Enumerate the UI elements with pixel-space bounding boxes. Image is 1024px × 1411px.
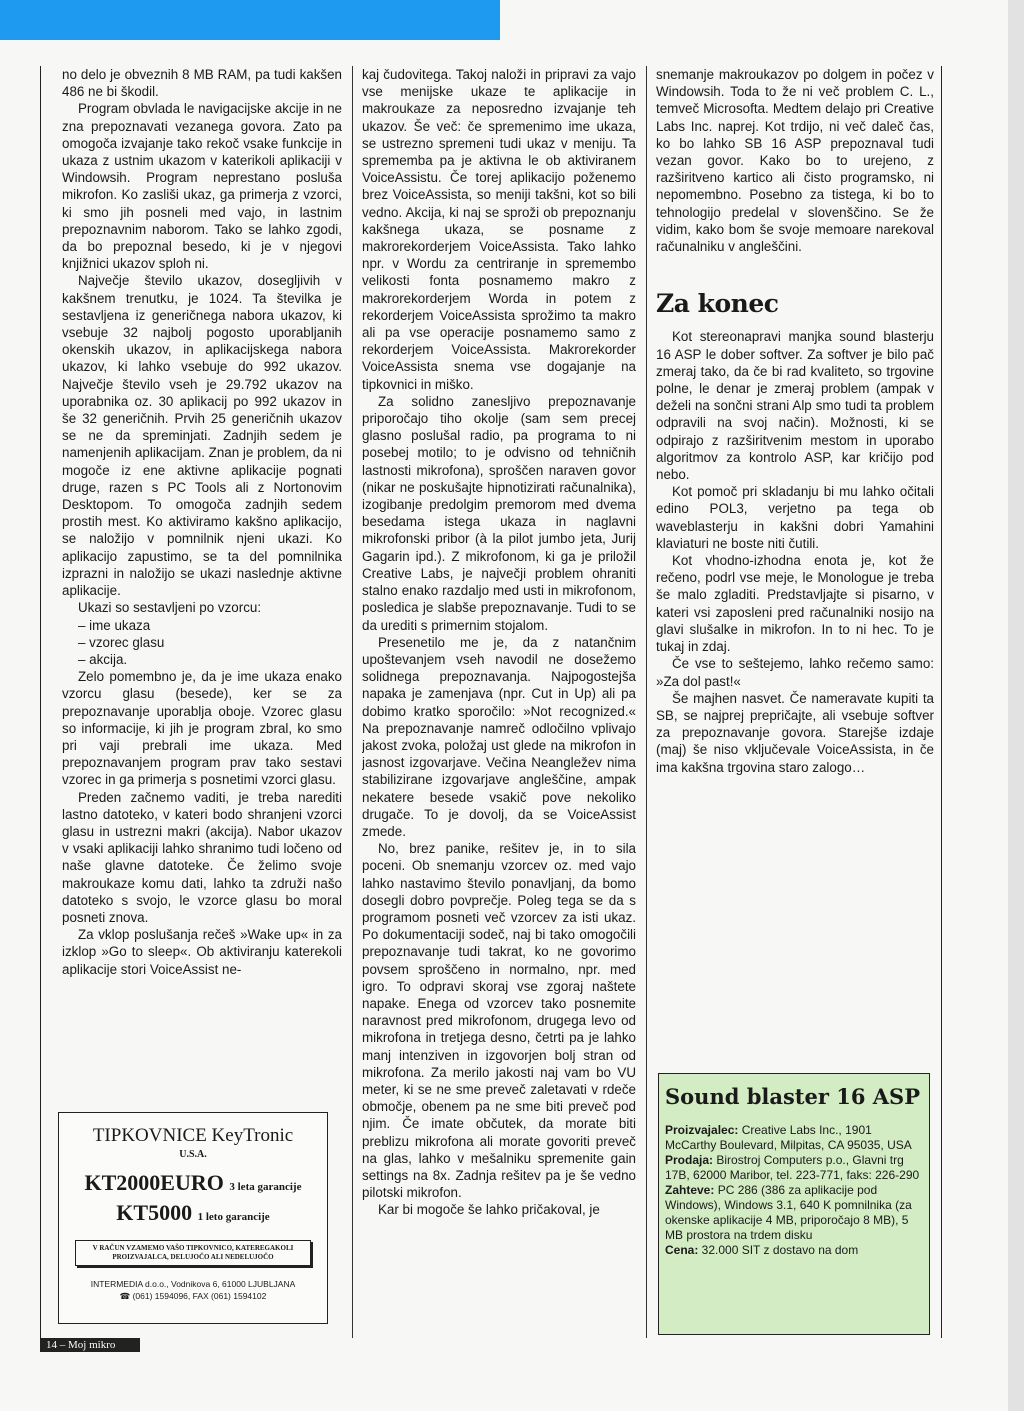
- paragraph: Ukazi so sestavljeni po vzorcu:: [78, 600, 262, 616]
- info-value: Birostroj Computers p.o., Glavni trg 17B, 62000 Maribor, tel. 223-771, faks: 226-290: [665, 1153, 920, 1182]
- paragraph: Kot pomoč pri skladanju bi mu lahko očitali edino POL3, verjetno pa tega ob waveblasterju in kakšni dobri Yamahini klaviaturi ne boste niti čutili.: [656, 484, 934, 551]
- paragraph: Če vse to seštejemo, lahko rečemo samo: »Za dol past!«: [656, 656, 934, 689]
- info-box-title: Sound blaster 16 ASP: [665, 1084, 921, 1109]
- ad-model-1: KT2000EURO: [84, 1170, 224, 1195]
- paragraph: Za vklop poslušanja rečeš »Wake up« in za izklop »Go to sleep«. Ob aktiviranju katerekoli aplikacije stori VoiceAssist ne-: [62, 927, 342, 977]
- info-label: Prodaja:: [665, 1153, 714, 1167]
- ad-contact: [59, 1278, 327, 1302]
- paragraph: Preden začnemo vaditi, je treba narediti lastno datoteko, v kateri bodo shranjeni vzorci glasu in ustrezni makri (akcija). Nabor ukazov v vsaki aplikaciji lahko shranimo tudi ločeno od naše glavne datoteke. Če želimo svoje makroukaze komu dati, lahko ta združi našo datoteko s svojo, le vzorce glasu bo moral posneti znova.: [62, 789, 342, 925]
- ad-model-2: KT5000: [116, 1200, 193, 1225]
- ad-country: U.S.A.: [179, 1149, 207, 1160]
- article-column-2: [362, 66, 636, 1336]
- paragraph: – akcija.: [78, 651, 128, 667]
- ad-warranty-1: 3 leta garancije: [229, 1181, 302, 1193]
- column-divider-1: [352, 66, 353, 1338]
- paragraph: Kar bi mogoče še lahko pričakoval, je: [378, 1202, 600, 1218]
- article-column-1: [62, 66, 342, 1106]
- info-label: Cena:: [665, 1243, 699, 1257]
- paragraph: kaj čudovitega. Takoj naloži in pripravi za vajo vse menijske ukaze te aplikacije in makroukaze za neposredno izvajanje teh ukazov. Še več: če spremenimo ime ukaza, se ustrezno spremeni tudi ukaz v meniju. Ta sprememba pa je aktivna le ob aktiviranem VoiceAssistu. Če torej aplikacijo poženemo brez VoiceAssista, so meniji takšni, kot so bili vedno. Akcija, ki naj se sproži ob prepoznanju kakšnega ukaza, se posname z makrorekorderjem VoiceAssista. Tako lahko npr. v Wordu za centriranje in spremembo velikosti fonta posnamemo makro z makrorekorderjem Worda in potem z rekorderjem VoiceAssista sprožimo ta makro ali pa vse operacije posnamemo samo z rekorderjem VoiceAssista. Makrorekorder VoiceAssista snema vse dogajanje na tipkovnici in miško.: [362, 67, 636, 392]
- info-value: Creative Labs Inc., 1901 McCarthy Boulevard, Milpitas, CA 95035, USA: [665, 1123, 912, 1152]
- info-value: 32.000 SIT z dostavo na dom: [698, 1243, 859, 1257]
- info-row: [665, 1123, 923, 1153]
- ad-tradein-box: V RAČUN VZAMEMO VAŠO TIPKOVNICO, KATEREGAKOLI PROIZVAJALCA, DELUJOČO ALI NEDELUJOČO: [75, 1240, 311, 1266]
- paragraph: – vzorec glasu: [78, 634, 165, 650]
- info-row: [665, 1153, 923, 1183]
- page-footer: 14 – Moj mikro: [40, 1338, 140, 1352]
- paragraph: Program obvlada le navigacijske akcije in ne zna prepoznavati vezanega govora. Zato pa omogoča izvajanje tako rekoč vsake funkcije in ukaza z ustnim ukazom v katerikoli aplikaciji v Windowsih. Program neprestano posluša mikrofon. Ko zasliši ukaz, ga primerja z vzorci, ki smo jih posneli med vajo, in lastnim prepoznavnim naborom. Tako se lahko zgodi, da bo prepoznal besedo, ki je v njegovi knjižnici ukazov sploh ni.: [62, 101, 342, 272]
- info-box-rows: [665, 1123, 923, 1258]
- paragraph: Kot vhodno-izhodna enota je, kot že rečeno, podrl vse meje, le Monologue je treba še malo zgladiti. Predstavljajte si pisarno, v kateri vsi zaposleni pred računalniki nosijo na glavi slušalke in mikrofon. In to ni hec. To je tukaj in zdaj.: [656, 553, 934, 655]
- info-label: Zahteve:: [665, 1183, 715, 1197]
- ad-address: INTERMEDIA d.o.o., Vodnikova 6, 61000 LJUBLJANA: [90, 1279, 296, 1289]
- section-heading: Za konec: [656, 289, 779, 319]
- paragraph: No, brez panike, rešitev je, in to sila poceni. Ob snemanju vzorcev oz. med vajo lahko nastavimo število ponavljanj, da bomo dosegli dobro povprečje. Poleg tega se da s programom posneti več vzorcev za isti ukaz. Po dokumentaciji sodeč, naj bi tako omogočili prepoznavanje tudi takrat, ko ne govorimo povsem sproščeno in normalno, npr. med igro. To odpravi skoraj vse zgoraj naštete napake. Enega od vzorcev tako posnemite naravnost pred mikrofonom, drugega levo od mikrofona in tretjega desno, četrti pa je lahko manj intenziven in izgovorjen bolj stran od mikrofona. Za merilo jakosti naj vam bo VU meter, ki se ne sme preveč zaletavati v rdeče območje, obenem pa ne sme biti preveč pod njim. Če imate občutek, da morate biti preblizu mikrofona ali morate govoriti preveč na glas, lahko v mešalniku spremenite gain settings na 8x. Zadnja rešitev pa je še vedno pilotski mikrofon.: [362, 841, 636, 1201]
- info-row: [665, 1243, 923, 1258]
- paragraph: – ime ukaza: [78, 617, 151, 633]
- paragraph: Zelo pomembno je, da je ime ukaza enako vzorcu glasu (besede), ker se za prepoznavanje uporablja oboje. Vzorec glasu so informacije, ki jih je program zbral, ko smo pri vaji prebrali ime ukaza. Med prepoznavanjem program prav tako sestavi vzorec in ga primerja s posnetimi vzorci glasu.: [62, 669, 342, 788]
- column-divider-2: [646, 66, 647, 1338]
- paragraph: Največje število ukazov, dosegljivih v kakšnem trenutku, je 1024. Ta številka je sestavljena iz generičnega nabora ukazov, ki vsebuje 32 najbolj pogosto uporabljanih okenskih ukazov, in aplikacijskega nabora ukazov, ki lahko vsebuje do 992 ukazov. Največje število vseh je 29.792 ukazov na uporabnika oz. 30 aplikacij po 992 ukazov in še 32 generičnih. Prvih 25 generičnih ukazov se ne da spreminjati. Zadnjih sedem je namenjenih aplikacijam. Znan je problem, da ni mogoče iz ene aktivne aplikacije pognati druge, razen s PC Tools ali z Nortonovim Desktopom. To omogoča zadnjih sedem prostih mest. Ko aktiviramo kakšno aplikacijo, se naložijo v pomnilnik njeni ukazi. Ko aplikacijo zapustimo, se ta del pomnilnika izprazni in naložijo se ukazi naslednje aktivne aplikacije.: [62, 273, 342, 599]
- ad-models: [59, 1170, 327, 1230]
- column-3-intro: [656, 66, 934, 255]
- article-column-3: [656, 66, 934, 776]
- paragraph: snemanje makroukazov po dolgem in počez v Windowsih. Toda to že ni več problem C. L., temveč Microsofta. Medtem delajo pri Creative Labs Inc. naprej. Kot trdijo, ni več daleč čas, ko bo lahko SB 16 ASP prepoznaval tudi vezan govor. Kako bo to urejeno, z razširitveno kartico ali čisto programsko, ni nepomembno. Posebno za tistega, ki bo to tehnologijo predelal v slovenščino. Se že vidim, kako bom še svoje memoare narekoval računalniku v angleščini.: [656, 67, 934, 255]
- column-3-conclusion: [656, 328, 934, 775]
- corner-color-tab: [0, 0, 500, 40]
- paragraph: no delo je obveznih 8 MB RAM, pa tudi kakšen 486 ne bi škodil.: [62, 67, 342, 100]
- paragraph: Presenetilo me je, da z natančnim upoštevanjem vseh navodil ne dosežemo solidnega prepoznavanja. Najpogostejša napaka je zamenjava (npr. Cut in Up) ali pa dobimo kratko sporočilo: »Not recognized.« Na prepoznavanje namreč odločilno vplivajo jakost zvoka, položaj ust glede na mikrofon in jasnost izgovarjave. Večina Neangležev nima stabilizirane izgovarjave angleščine, ampak nekatere besede vsakič pove nekoliko drugače. To je dovolj, da se VoiceAssist zmede.: [362, 634, 636, 839]
- paragraph: Še majhen nasvet. Če nameravate kupiti ta SB, se najprej prepričajte, ali vsebuje softver za prepoznavanje govora. Starejše izdaje (maj) še niso vključevale VoiceAssista, in če ima kakšna trgovina staro zalogo…: [656, 690, 934, 775]
- product-info-box: [658, 1073, 930, 1335]
- info-label: Proizvajalec:: [665, 1123, 739, 1137]
- info-row: [665, 1183, 923, 1243]
- paragraph: Za solidno zanesljivo prepoznavanje priporočajo tiho okolje (sam sem precej glasno poslušal radio, pa programa to ni posebej motilo; to je odvisno od tehničnih lastnosti mikrofona), sproščen naraven govor (nikar ne poskušajte hipnotizirati računalnika), izogibanje predolgim premorom med dvema besedama istega ukaza in naglavni mikrofonski pribor (à la pilot jumbo jeta, Jurij Gagarin ipd.). Z mikrofonom, ki ga je priložil Creative Labs, je največji problem ohraniti stalno enako razdaljo med usti in mikrofonom, posledica je slabše prepoznavanje. Tudi to se da urediti s primernim stojalom.: [362, 393, 636, 633]
- ad-brand: TIPKOVNICE KeyTronic: [92, 1125, 294, 1146]
- ad-warranty-2: 1 leto garancije: [197, 1211, 270, 1223]
- paragraph: Kot stereonapravi manjka sound blasterju 16 ASP le dober softver. Za softver je bilo pač zmeraj tako, da če bi rad kvaliteto, so trgovine polne, le denar je zmeraj problem (ampak v deželi na sončni strani Alp smo tudi ta problem odpravili na svoj način). Možnosti, ki se odpirajo z razširitvenim mestom in uporabo algoritmov za kontrolo ASP, kar kričijo pod nebo.: [656, 329, 934, 483]
- ad-phone: ☎ (061) 1594096, FAX (061) 1594102: [119, 1291, 267, 1301]
- info-value: PC 286 (386 za aplikacije pod Windows), Windows 3.1, 640 K pomnilnika (za okenske aplikacije 4 MB, priporočajo 8 MB), 5 MB prostora na trdem disku: [665, 1183, 912, 1242]
- keytronic-advertisement: [58, 1112, 328, 1324]
- page-edge-shadow: [1008, 0, 1024, 1411]
